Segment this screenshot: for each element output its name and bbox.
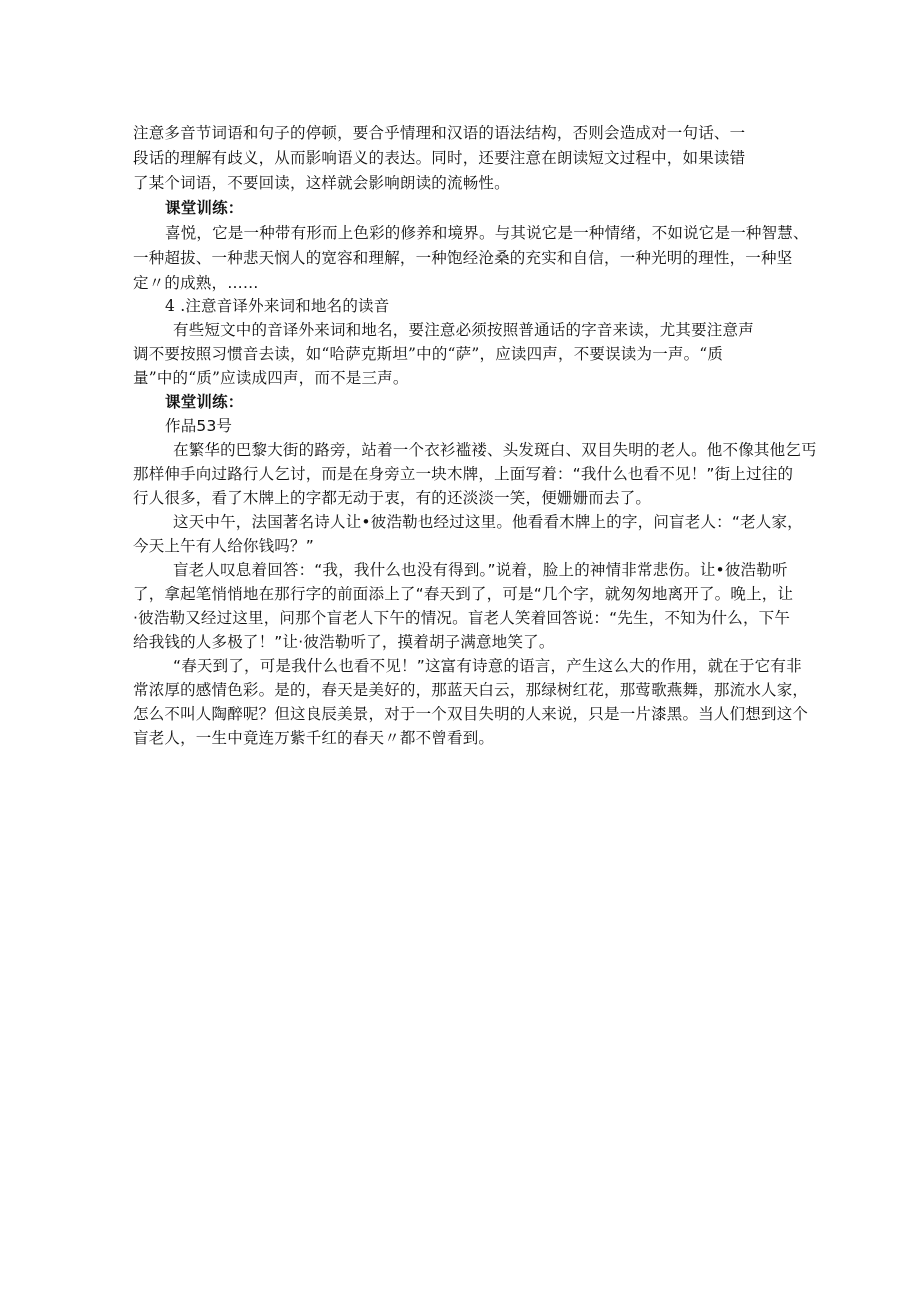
paragraph-line: “春天到了，可是我什么也看不见！”这富有诗意的语言，产生这么大的作用，就在于它有非 [173, 657, 802, 675]
section-heading: 课堂训练： [165, 199, 244, 217]
paragraph-line: 在繁华的巴黎大街的路旁，站着一个衣衫褴褛、头发斑白、双目失明的老人。他不像其他乞丐 [173, 441, 817, 459]
paragraph-line: 这天中午，法国著名诗人让•彼浩勒也经过这里。他看看木牌上的字，问盲老人：“老人家， [173, 513, 803, 531]
paragraph-line: 盲老人，一生中竟连万紫千红的春天〃都不曾看到。 [133, 729, 495, 747]
paragraph-line: 盲老人叹息着回答：“我，我什么也没有得到。”说着，脸上的神情非常悲伤。让•彼浩勒听 [173, 561, 788, 579]
section-heading: 课堂训练： [165, 393, 244, 411]
paragraph-line: 量”中的“质”应读成四声，而不是三声。 [133, 369, 409, 387]
paragraph-line: 喜悦，它是一种带有形而上色彩的修养和境界。与其说它是一种情绪，不如说它是一种智慧、 [165, 224, 809, 242]
paragraph-line: ·彼浩勒又经过这里，问那个盲老人下午的情况。盲老人笑着回答说：“先生，不知为什么，下午 [133, 609, 791, 627]
paragraph-line: 行人很多，看了木牌上的字都无动于衷，有的还淡淡一笑，便姗姗而去了。 [133, 489, 652, 507]
paragraph-line: 给我钱的人多极了！”让·彼浩勒听了，摸着胡子满意地笑了。 [133, 633, 555, 651]
paragraph-line: 今天上午有人给你钱吗？” [133, 537, 314, 555]
paragraph-line: 定〃的成熟，…… [133, 274, 259, 292]
paragraph-line: 注意多音节词语和句子的停顿，要合乎情理和汉语的语法结构，否则会造成对一句话、一 [133, 124, 746, 142]
paragraph-line: 常浓厚的感情色彩。是的，春天是美好的，那蓝天白云，那绿树红花，那莺歌燕舞，那流水人家， [133, 681, 809, 699]
paragraph-line: 那样伸手向过路行人乞讨，而是在身旁立一块木牌，上面写着：“我什么也看不见！”街上过往的 [133, 465, 794, 483]
work-number-label: 作品53号 [165, 417, 233, 435]
paragraph-line: 怎么不叫人陶醉呢？但这良辰美景，对于一个双目失明的人来说，只是一片漆黑。当人们想到这个 [133, 705, 809, 723]
section-heading: 4 .注意音译外来词和地名的读音 [165, 297, 390, 315]
paragraph-line: 一种超拔、一种悲天悯人的宽容和理解，一种饱经沧桑的充实和自信，一种光明的理性，一种坚 [133, 249, 793, 267]
paragraph-line: 了某个词语，不要回读，这样就会影响朗读的流畅性。 [133, 174, 510, 192]
paragraph-line: 有些短文中的音译外来词和地名，要注意必须按照普通话的字音来读，尤其要注意声 [173, 321, 754, 339]
paragraph-line: 调不要按照习惯音去读，如“哈萨克斯坦”中的“萨”，应读四声，不要误读为一声。“质 [133, 345, 724, 363]
paragraph-line: 段话的理解有歧义，从而影响语义的表达。同时，还要注意在朗读短文过程中，如果读错 [133, 149, 746, 167]
paragraph-line: 了，拿起笔悄悄地在那行字的前面添上了“春天到了，可是“几个字，就匆匆地离开了。晚上，让 [133, 585, 794, 603]
